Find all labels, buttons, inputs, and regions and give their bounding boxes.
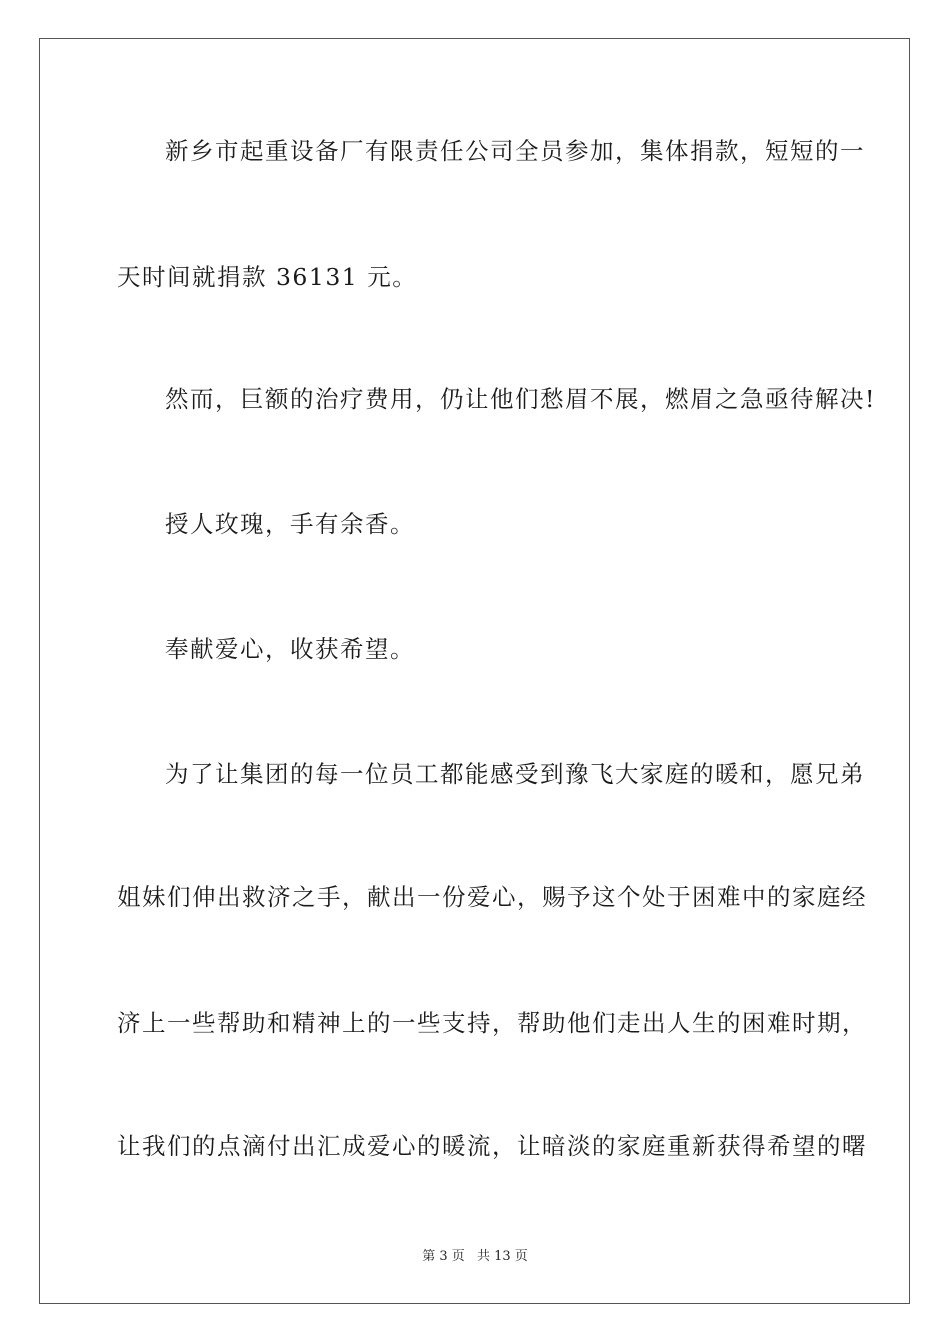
text-line-7: 姐妹们伸出救济之手，献出一份爱心，赐予这个处于困难中的家庭经 — [117, 883, 867, 911]
page-number: 第 3 页 — [422, 1249, 465, 1264]
text-line-6: 为了让集团的每一位员工都能感受到豫飞大家庭的暖和，愿兄弟 — [165, 760, 865, 788]
text-line-5: 奉献爱心，收获希望。 — [165, 635, 415, 663]
text-line-8: 济上一些帮助和精神上的一些支持，帮助他们走出人生的困难时期， — [117, 1009, 867, 1037]
page-frame — [39, 38, 910, 1304]
text-line-2: 天时间就捐款 36131 元。 — [117, 263, 418, 291]
text-line-9: 让我们的点滴付出汇成爱心的暖流，让暗淡的家庭重新获得希望的曙 — [117, 1132, 867, 1160]
text-line-4: 授人玫瑰，手有余香。 — [165, 510, 415, 538]
page-total: 共 13 页 — [476, 1249, 528, 1264]
text-line-3: 然而，巨额的治疗费用，仍让他们愁眉不展，燃眉之急亟待解决! — [165, 385, 876, 413]
text-line-1: 新乡市起重设备厂有限责任公司全员参加，集体捐款，短短的一 — [165, 137, 865, 165]
page-footer — [0, 1245, 950, 1264]
